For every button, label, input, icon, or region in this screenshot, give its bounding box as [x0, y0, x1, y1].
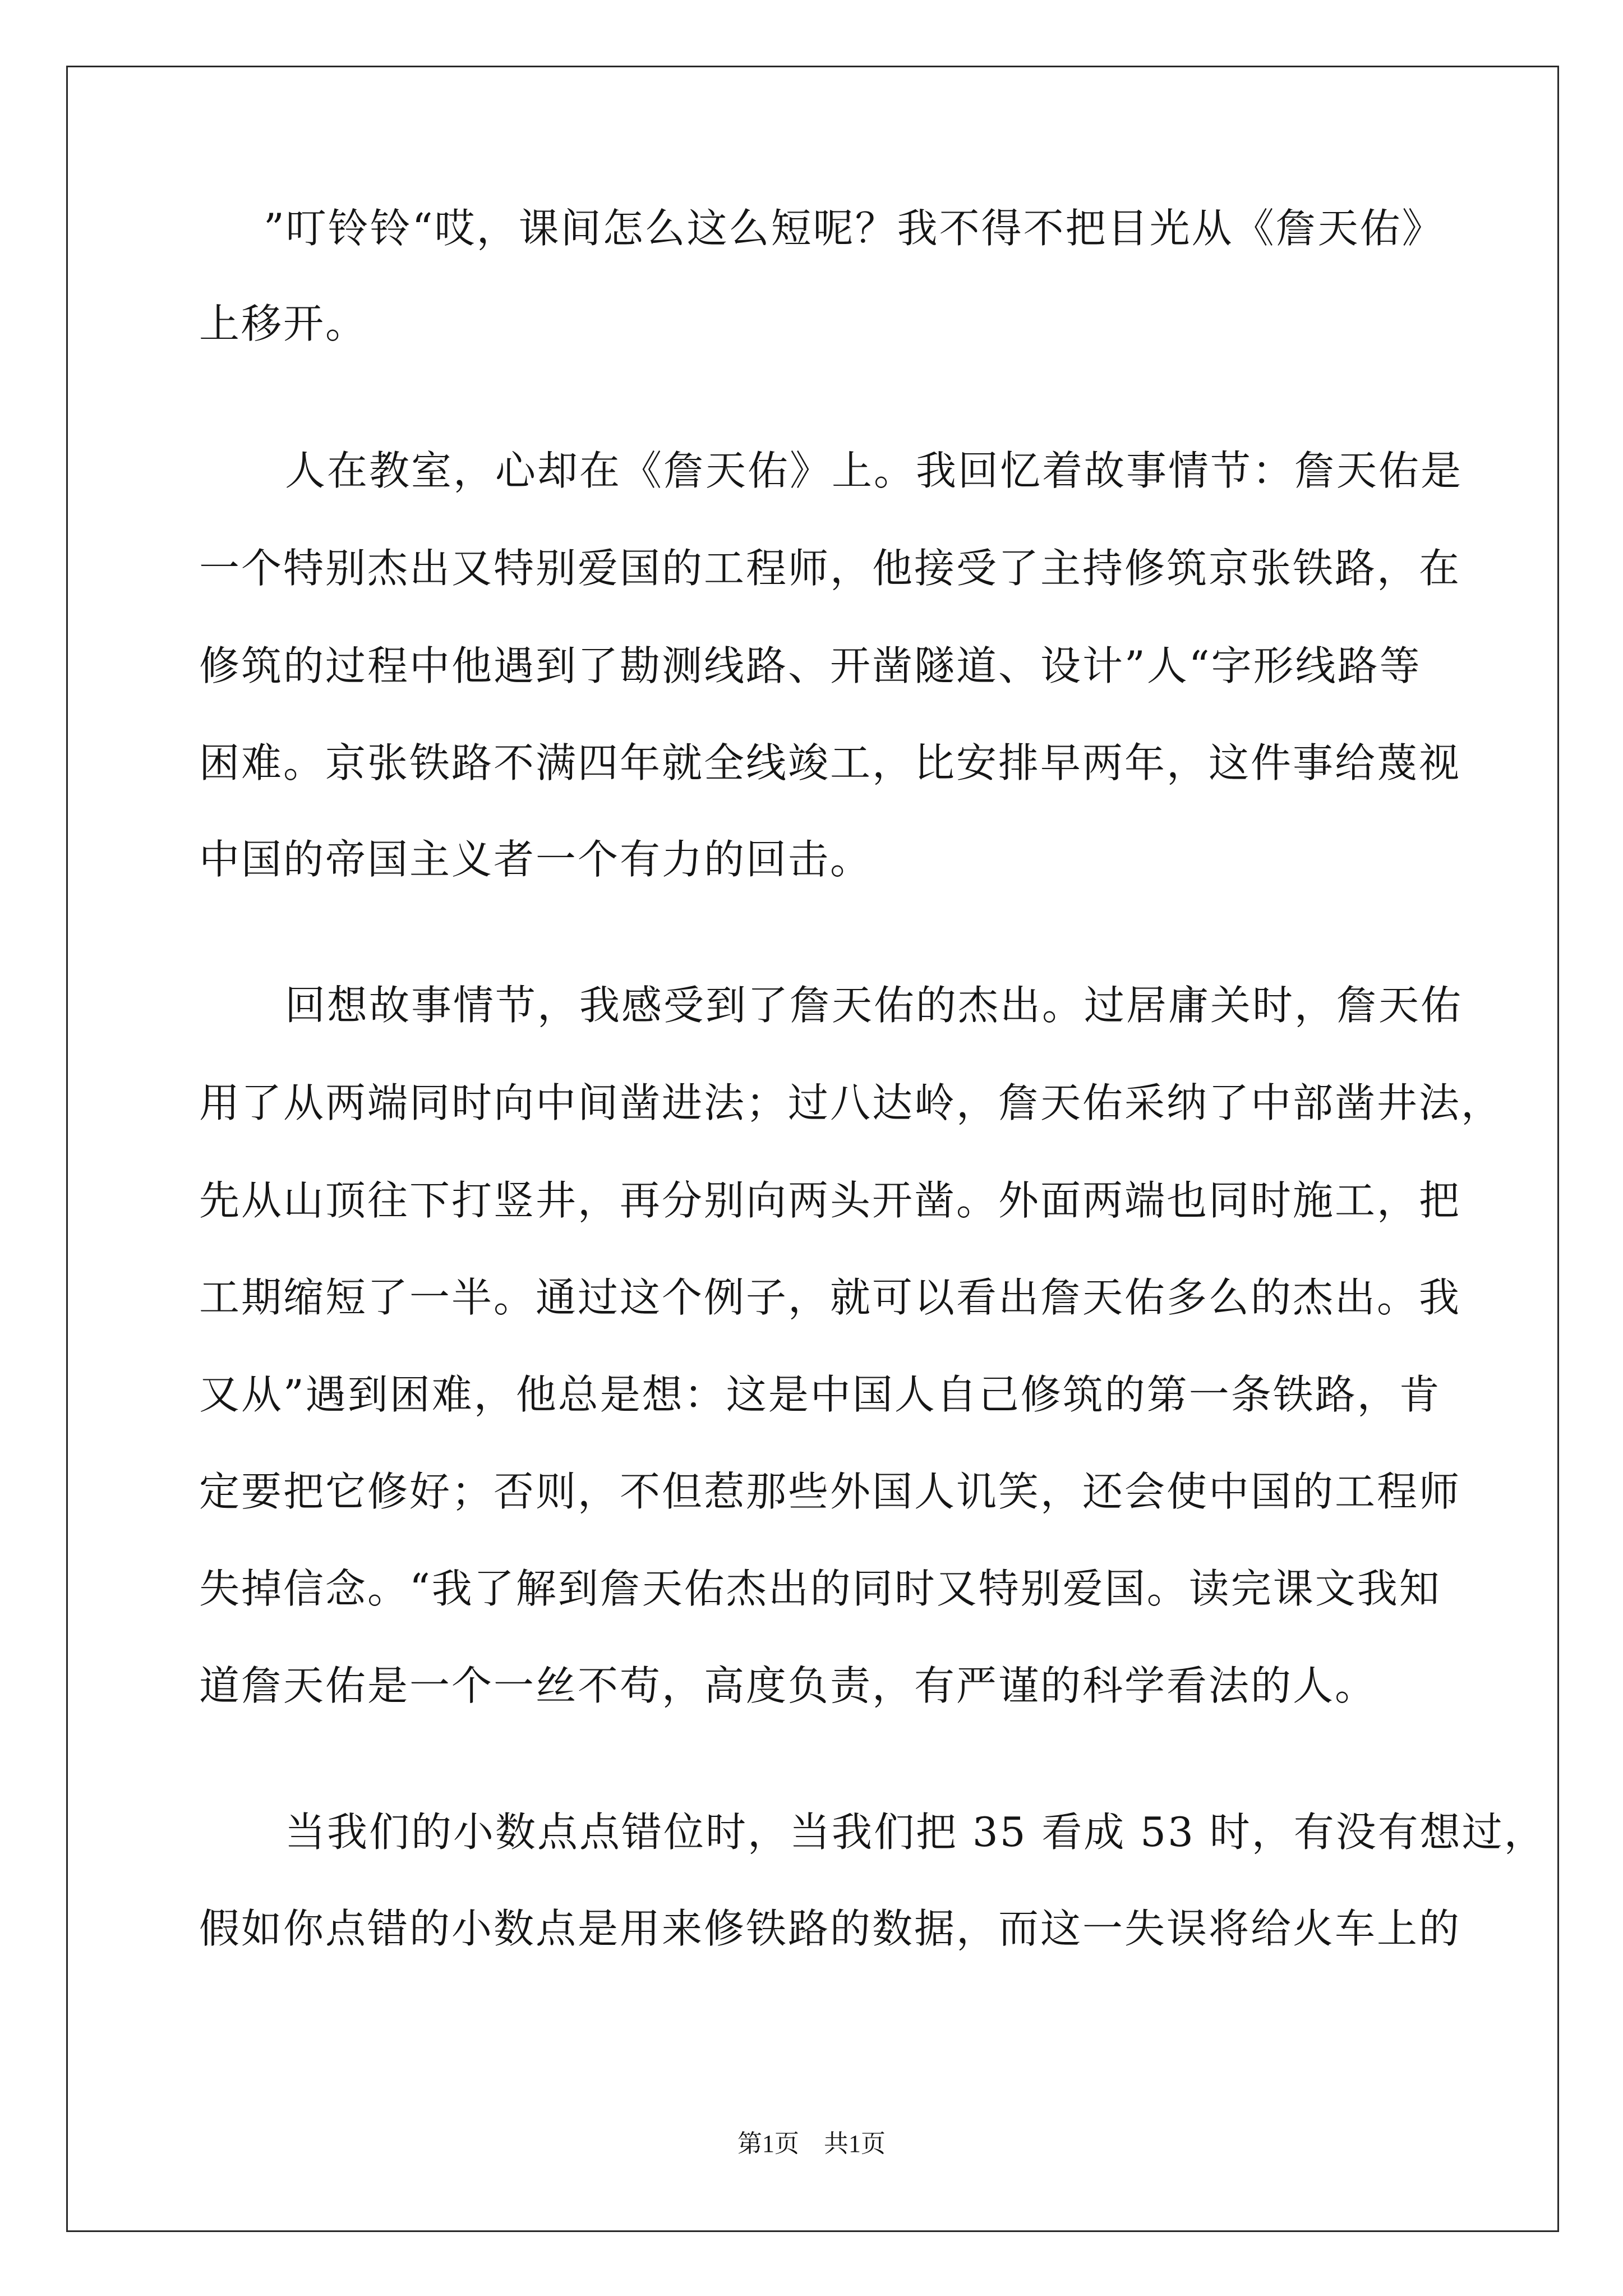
text-line-3: 人在教室，心却在《詹天佑》上。我回忆着故事情节：詹天佑是 — [285, 447, 1463, 494]
text-line-10: 先从山顶往下打竖井，再分别向两头开凿。外面两端也同时施工，把 — [199, 1177, 1461, 1224]
text-line-6: 困难。京张铁路不满四年就全线竣工，比安排早两年，这件事给蔑视 — [199, 739, 1461, 786]
page-footer: 第1页 共1页 — [737, 2130, 886, 2157]
text-line-14: 失掉信念。“我了解到詹天佑杰出的同时又特别爱国。读完课文我知 — [199, 1565, 1441, 1612]
text-line-4: 一个特别杰出又特别爱国的工程师，他接受了主持修筑京张铁路，在 — [199, 545, 1461, 592]
text-line-12: 又从”遇到困难，他总是想：这是中国人自己修筑的第一条铁路，肯 — [199, 1371, 1441, 1418]
text-line-2: 上移开。 — [199, 300, 368, 347]
text-line-8: 回想故事情节，我感受到了詹天佑的杰出。过居庸关时，詹天佑 — [285, 982, 1463, 1029]
text-line-11: 工期缩短了一半。通过这个例子，就可以看出詹天佑多么的杰出。我 — [199, 1274, 1461, 1321]
text-line-7: 中国的帝国主义者一个有力的回击。 — [199, 836, 873, 883]
text-line-1: ”叮铃铃“哎，课间怎么这么短呢？我不得不把目光从《詹天佑》 — [264, 205, 1444, 252]
text-line-15: 道詹天佑是一个一丝不苟，高度负责，有严谨的科学看法的人。 — [199, 1662, 1377, 1709]
text-line-13: 定要把它修好；否则，不但惹那些外国人讥笑，还会使中国的工程师 — [199, 1468, 1461, 1515]
text-line-16: 当我们的小数点点错位时，当我们把 35 看成 53 时，有没有想过， — [285, 1809, 1546, 1856]
text-line-9: 用了从两端同时向中间凿进法；过八达岭，詹天佑采纳了中部凿井法， — [199, 1079, 1504, 1126]
text-line-5: 修筑的过程中他遇到了勘测线路、开凿隧道、设计”人“字形线路等 — [199, 642, 1422, 689]
text-line-17: 假如你点错的小数点是用来修铁路的数据，而这一失误将给火车上的 — [199, 1905, 1461, 1952]
